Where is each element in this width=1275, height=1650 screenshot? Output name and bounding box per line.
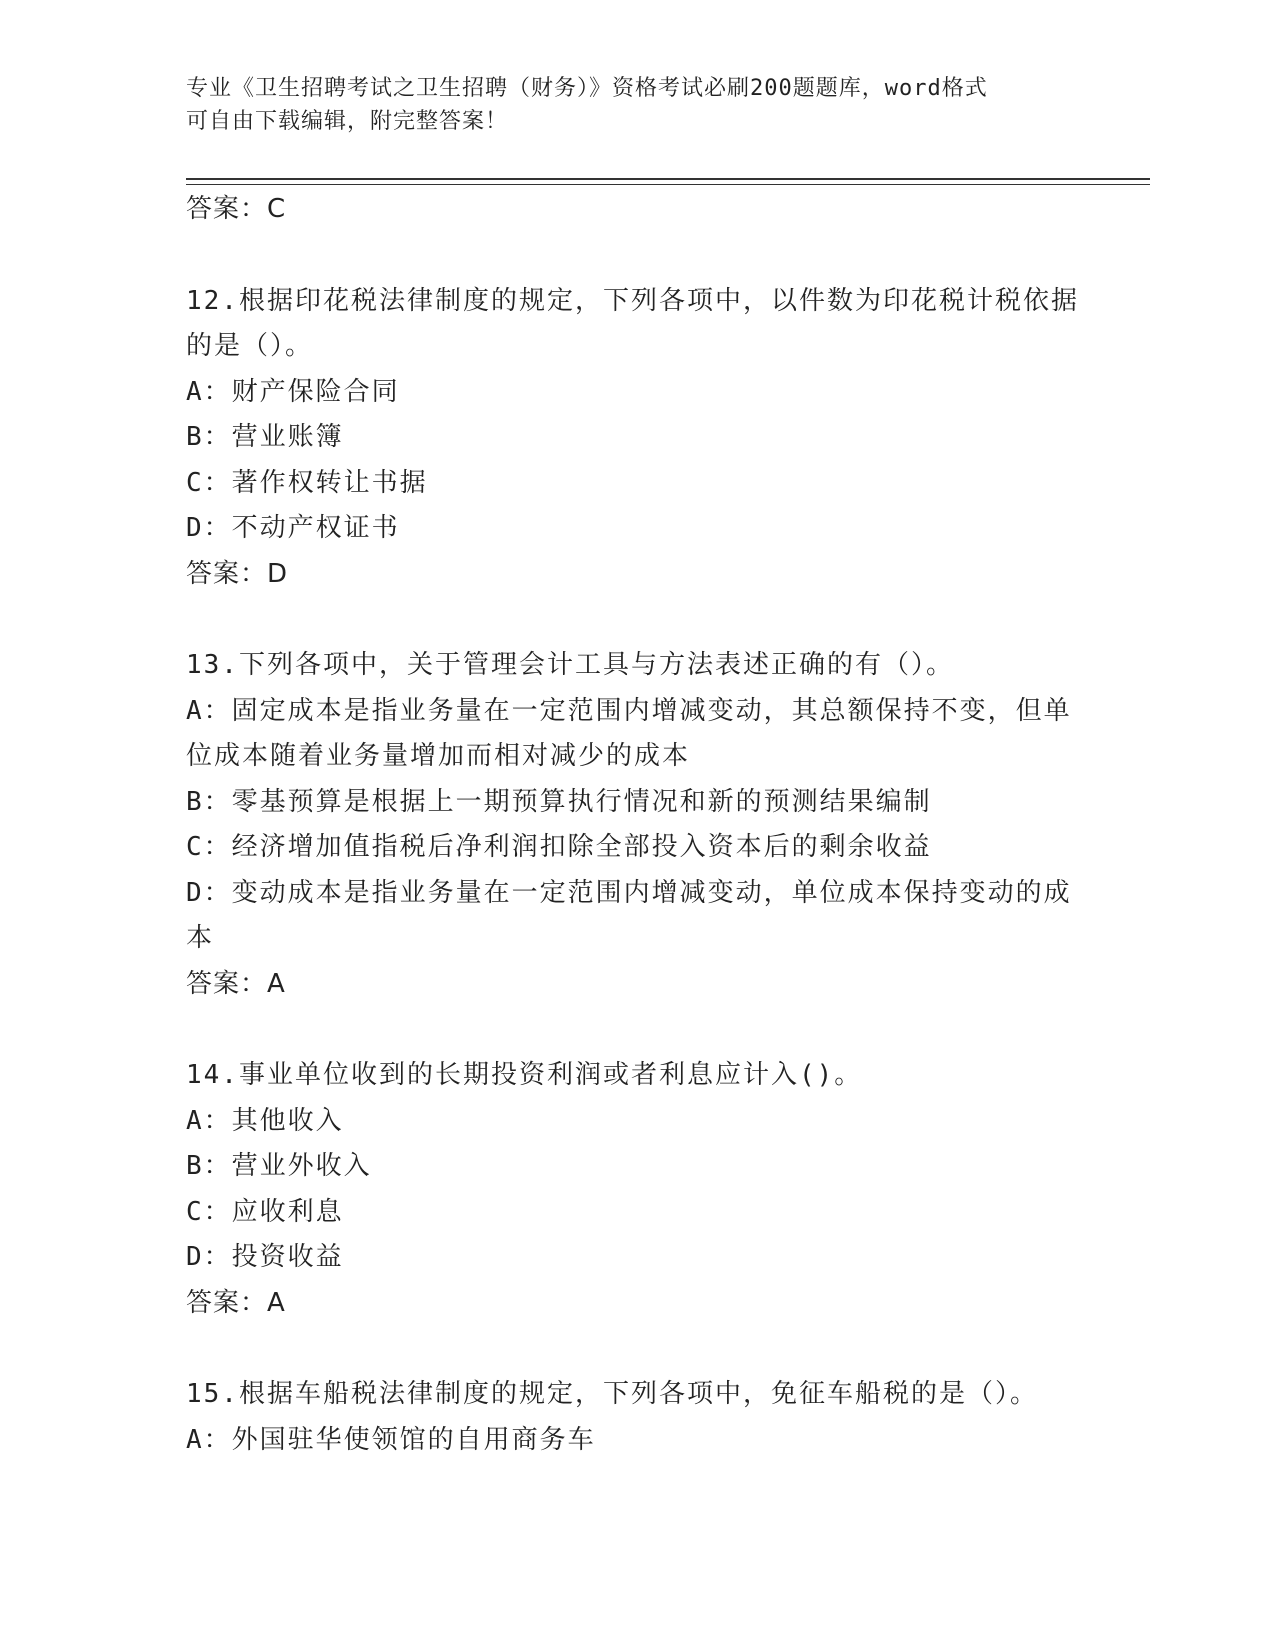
question-list xyxy=(186,187,1086,1463)
option-b: B：营业账簿 xyxy=(186,422,344,452)
option-c: C：著作权转让书据 xyxy=(186,467,428,498)
option-a: A：固定成本是指业务量在一定范围内增减变动，其总额保持不变，但单位成本随着业务量增加而相对减少的成本 xyxy=(186,695,1072,771)
question-block xyxy=(186,279,1086,598)
question-stem: 15.根据车船税法律制度的规定，下列各项中，免征车船税的是（）。 xyxy=(186,1379,1038,1409)
header-line-1: 专业《卫生招聘考试之卫生招聘（财务）》资格考试必刷200题题库，word格式 xyxy=(186,76,988,101)
option-d: D：投资收益 xyxy=(186,1242,344,1272)
answer-line: 答案：D xyxy=(186,558,289,589)
option-a: A：其他收入 xyxy=(186,1105,344,1136)
option-c: C：经济增加值指税后净利润扣除全部投入资本后的剩余收益 xyxy=(186,832,932,862)
answer-line: 答案：A xyxy=(186,1287,286,1318)
option-c: C：应收利息 xyxy=(186,1196,344,1227)
question-stem: 12.根据印花税法律制度的规定，下列各项中，以件数为印花税计税依据的是（）。 xyxy=(186,285,1079,361)
option-b: B：零基预算是根据上一期预算执行情况和新的预测结果编制 xyxy=(186,786,932,817)
question-block xyxy=(186,643,1086,1007)
option-a: A：财产保险合同 xyxy=(186,376,400,407)
option-d: D：不动产权证书 xyxy=(186,513,400,543)
answer-line: 答案：A xyxy=(186,968,286,999)
question-block xyxy=(186,1372,1086,1463)
document-header xyxy=(186,72,1066,138)
question-stem: 13.下列各项中，关于管理会计工具与方法表述正确的有（）。 xyxy=(186,650,954,680)
question-block xyxy=(186,1053,1086,1326)
option-b: B：营业外收入 xyxy=(186,1151,372,1181)
header-divider-thin xyxy=(186,184,1150,185)
header-divider xyxy=(186,178,1150,180)
option-d: D：变动成本是指业务量在一定范围内增减变动，单位成本保持变动的成本 xyxy=(186,877,1072,953)
answer-line: 答案：C xyxy=(186,194,287,224)
question-stem: 14.事业单位收到的长期投资利润或者利息应计入()。 xyxy=(186,1060,863,1090)
option-a: A：外国驻华使领馆的自用商务车 xyxy=(186,1424,596,1455)
header-line-2: 可自由下载编辑，附完整答案！ xyxy=(186,109,509,134)
